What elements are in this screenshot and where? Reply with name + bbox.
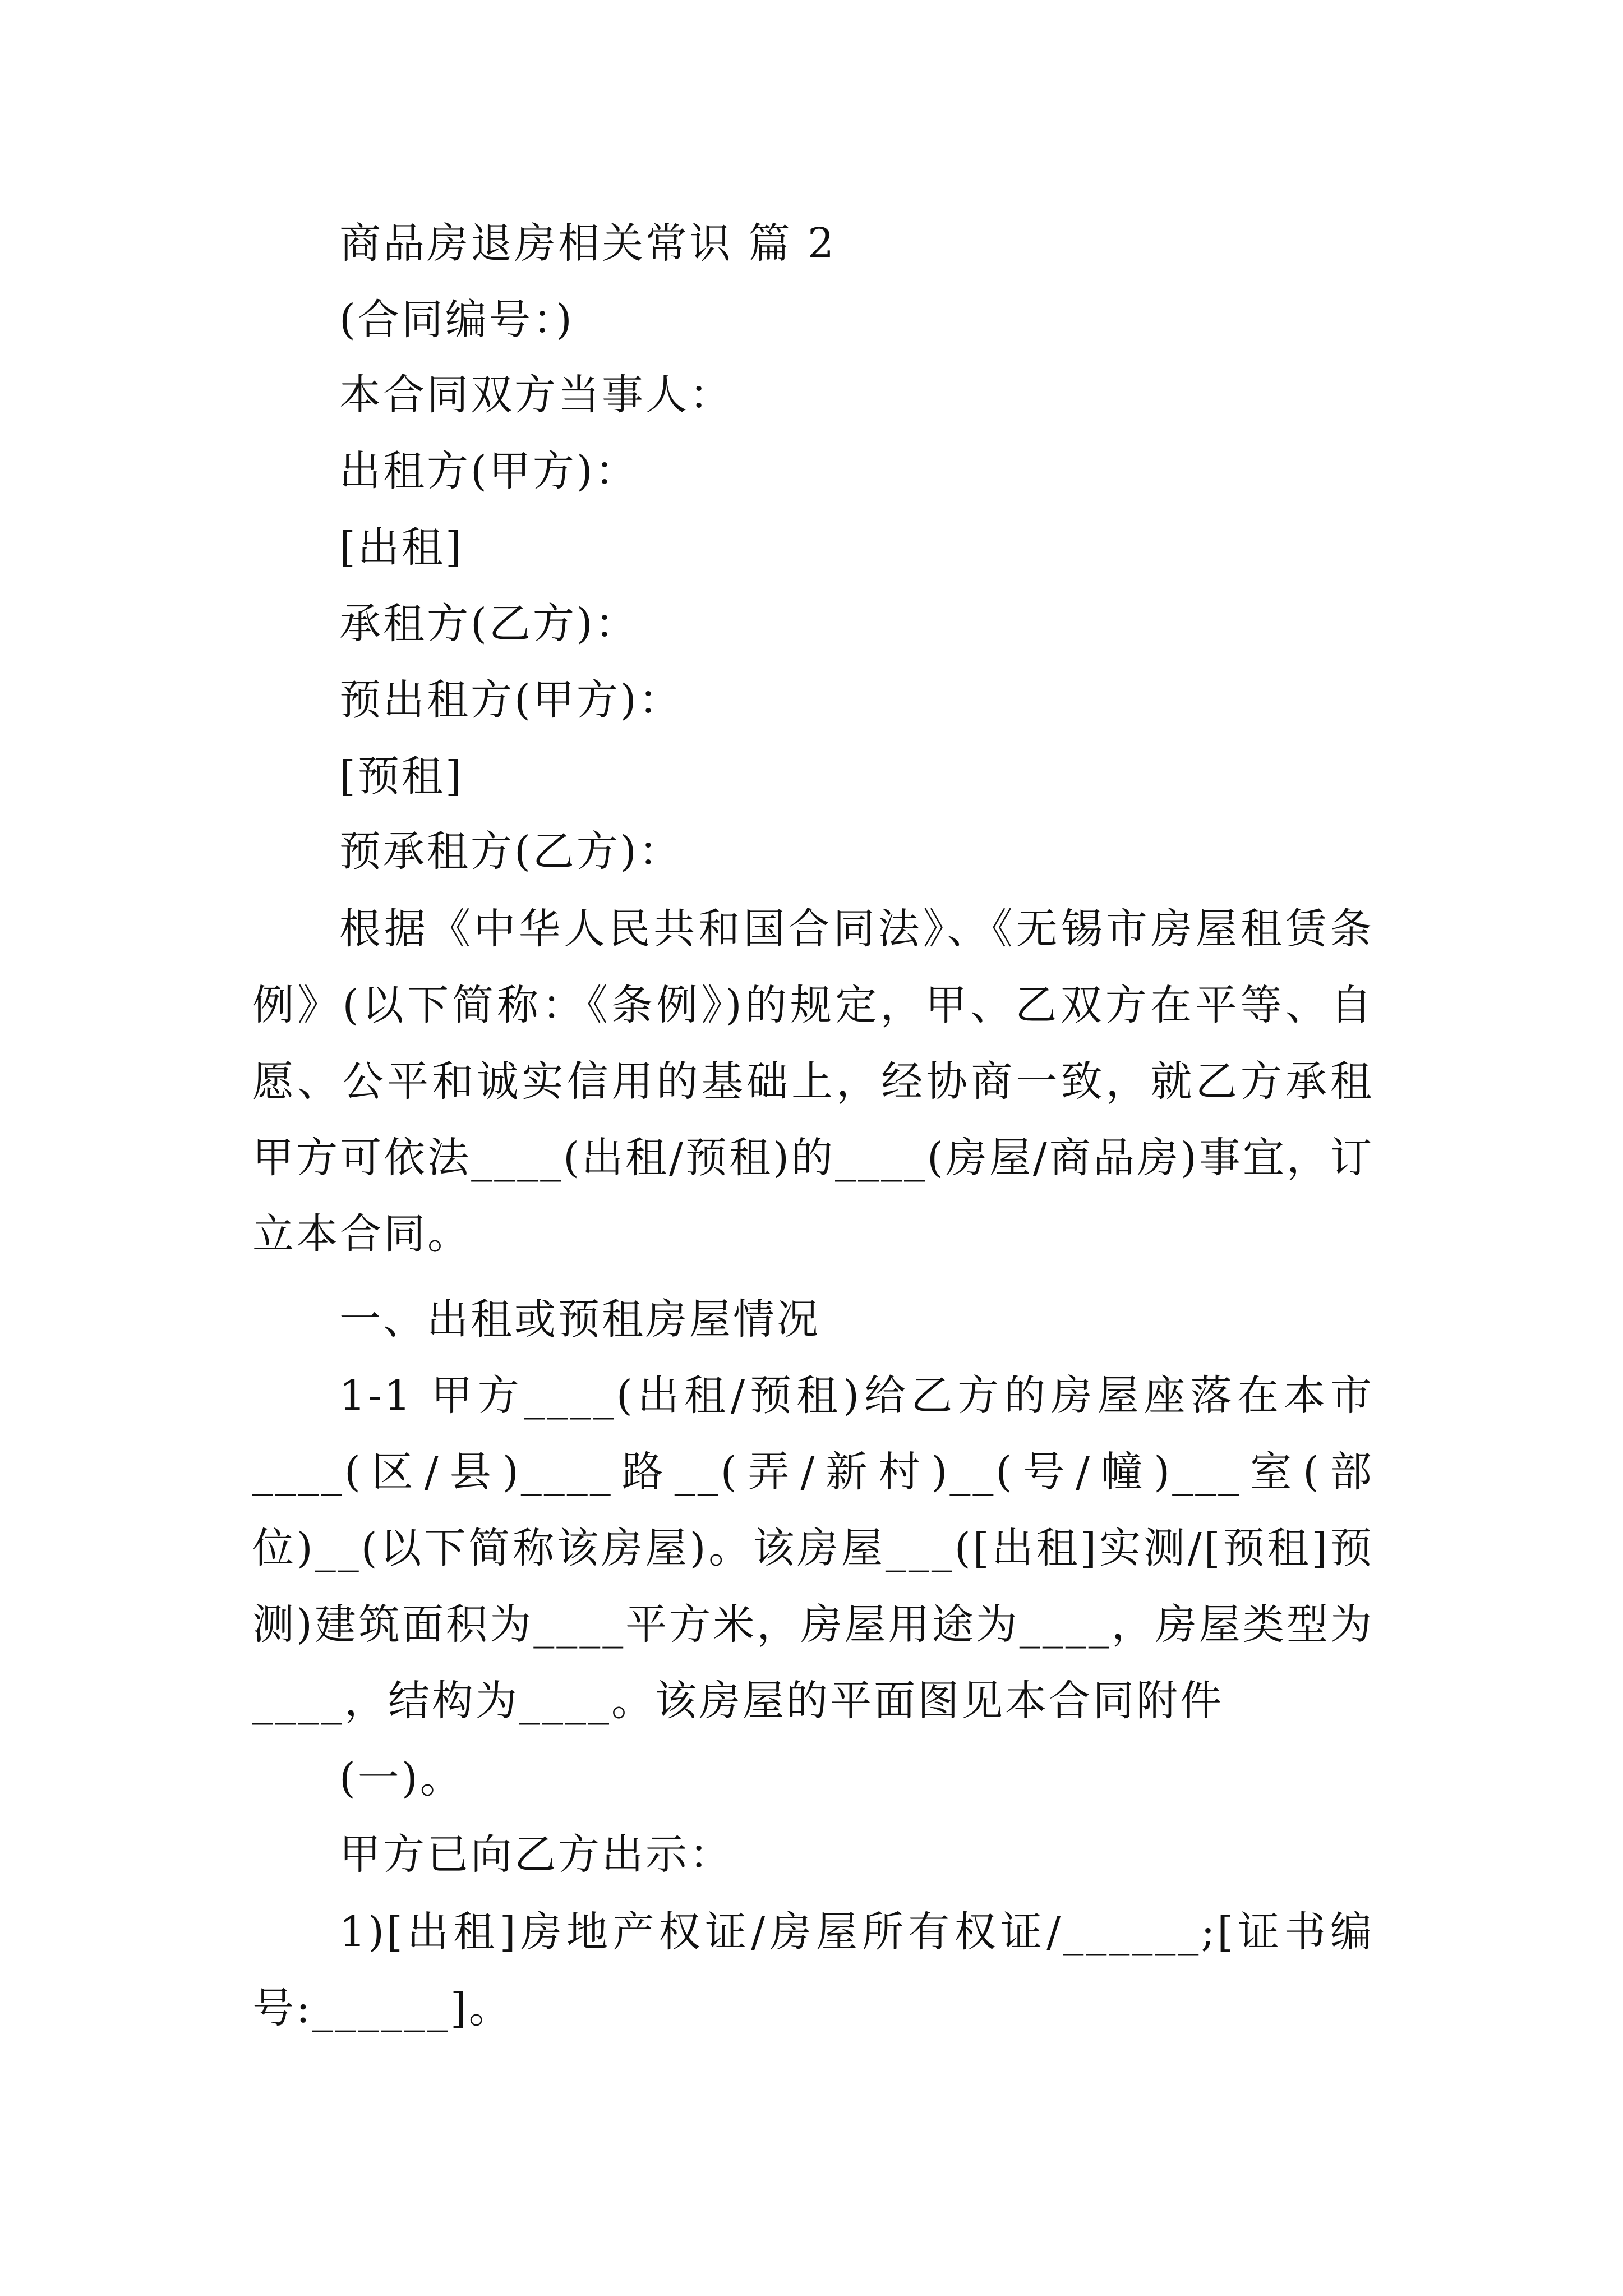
lessor-label: 出租方(甲方)： xyxy=(339,447,639,495)
parties-intro: 本合同双方当事人： xyxy=(339,371,733,419)
clause-1-1: 1-1 甲方____(出租/预租)给乙方的房屋座落在本市____(区/县)____路__(弄/新村)__(号/幢)___室(部位)__(以下简称该房屋)。该房屋___([出租]实测/[预租]预测)建筑面积为____平方米，房屋用途为____，房屋类型为____，结构为____。该房屋的平面图见本合同附件 xyxy=(252,1372,1374,1725)
shown-intro: 甲方已向乙方出示： xyxy=(339,1830,733,1879)
contract-number: (合同编号：) xyxy=(339,296,574,344)
section-1-title: 一、出租或预租房屋情况 xyxy=(339,1295,820,1343)
pre-tag: [预租] xyxy=(339,752,464,800)
pre-lessor-label: 预出租方(甲方)： xyxy=(339,676,683,724)
annex-reference: (一)。 xyxy=(339,1754,464,1802)
document-heading: 商品房退房相关常识 篇 2 xyxy=(339,219,837,268)
preamble-paragraph: 根据《中华人民共和国合同法》、《无锡市房屋租赁条例》(以下简称：《条例》)的规定，甲、乙双方在平等、自愿、公平和诚实信用的基础上，经协商一致，就乙方承租甲方可依法____(出租/预租)的____(房屋/商品房)事宜，订立本合同。 xyxy=(252,905,1374,1258)
lessee-label: 承租方(乙方)： xyxy=(339,600,639,648)
lessor-tag: [出租] xyxy=(339,523,464,572)
item-1: 1)[出租]房地产权证/房屋所有权证/______;[证书编号:______]。 xyxy=(252,1908,1374,2032)
pre-lessee-label: 预承租方(乙方)： xyxy=(339,827,683,876)
